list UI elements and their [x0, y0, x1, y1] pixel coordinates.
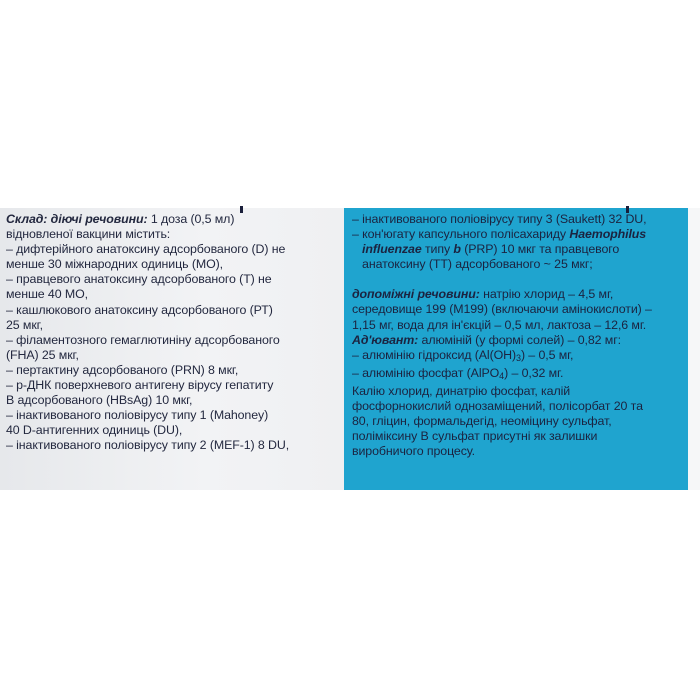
adjuvant-line	[352, 333, 686, 348]
residual-line: 80, гліцин, формальдегід, неоміцину сульфат,	[352, 414, 612, 429]
active-substances-label: діючі речовини:	[50, 212, 148, 226]
composition-line: 40 D-антигенних одиниць (DU),	[6, 423, 183, 438]
type-b-text: b	[453, 242, 461, 257]
residual-line: виробничого процесу.	[352, 444, 476, 459]
subscript: 3	[516, 352, 521, 363]
subscript: 4	[499, 370, 505, 381]
phosphate-text: – алюмінію фосфат (AlPO	[352, 365, 500, 380]
composition-line: менше 30 міжнародних одиниць (МО),	[6, 257, 223, 272]
composition-line: відновленої вакцини містить:	[6, 227, 171, 242]
conjugate-text: – кон'югату капсульного полісахариду	[352, 227, 570, 242]
excipients-text: натрію хлорид – 4,5 мг,	[479, 287, 614, 302]
anatoxin-text: анатоксину (ТТ) адсорбованого ~ 25 мкг;	[362, 257, 593, 272]
residual-line: поліміксину В сульфат присутні як залишки	[352, 429, 598, 444]
residual-line: Калію хлорид, динатрію фосфат, калій	[352, 383, 571, 398]
panel-edge	[688, 208, 700, 490]
composition-intro	[6, 212, 342, 227]
adjuvant-label: Ад'ювант:	[352, 332, 419, 347]
composition-line: 25 мкг,	[6, 317, 43, 332]
composition-left-column	[6, 212, 342, 454]
composition-line: – пертактину адсорбованого (PRN) 8 мкг,	[6, 362, 239, 377]
anatoxin-line	[352, 257, 686, 272]
conjugate-line	[352, 227, 686, 242]
composition-line: – кашлюкового анатоксину адсорбованого (РТ)	[6, 302, 273, 317]
residual-line: фосфорнокислий однозаміщений, полісорбат 20 та	[352, 399, 643, 414]
type-text: типу	[421, 242, 454, 257]
influenzae-text: influenzae	[362, 242, 422, 257]
composition-line: – р-ДНК поверхневого антигену вірусу гепатиту	[6, 378, 274, 393]
hydroxide-text: – алюмінію гідроксид (Al(OH)	[352, 347, 517, 362]
excipients-line	[352, 287, 686, 302]
prp-text: (PRP) 10 мкг та правцевого	[460, 242, 620, 257]
composition-label: Склад:	[6, 212, 48, 226]
composition-line: – інактивованого поліовірусу типу 2 (MEF-1) 8 DU,	[6, 438, 290, 453]
haemophilus-text: Haemophilus	[569, 227, 647, 242]
composition-line: – інактивованого поліовірусу типу 1 (Mahoney)	[6, 408, 269, 423]
composition-line: В адсорбованого (HBsAg) 10 мкг,	[6, 393, 193, 408]
aluminium-phosphate-line	[352, 366, 686, 384]
composition-line: – філаментозного гемаглютиніну адсорбованого	[6, 332, 280, 347]
excipients-line: середовище 199 (М199) (включаючи амінокислоти) –	[352, 302, 652, 317]
influenzae-line	[352, 242, 686, 257]
poliovirus-type3-line: – інактивованого поліовірусу типу 3 (Saukett) 32 DU,	[352, 212, 647, 226]
aluminium-hydroxide-line	[352, 348, 686, 366]
excipients-line: 1,15 мг, вода для ін'єкцій – 0,5 мл, лактоза – 12,6 мг.	[352, 317, 647, 332]
composition-right-column	[352, 212, 686, 459]
composition-line: – правцевого анатоксину адсорбованого (Т) не	[6, 272, 272, 287]
spacer	[352, 272, 686, 287]
excipients-label: допоміжні речовини:	[352, 287, 480, 302]
dose-text: 1 доза (0,5 мл)	[147, 212, 235, 226]
hydroxide-amount: ) – 0,5 мг,	[520, 347, 574, 362]
adjuvant-text: алюміній (у формі солей) – 0,82 мг:	[418, 332, 621, 347]
composition-line: (FHA) 25 мкг,	[6, 347, 79, 362]
phosphate-amount: ) – 0,32 мг.	[504, 365, 564, 380]
composition-line: менше 40 МО,	[6, 287, 88, 302]
composition-line: – дифтерійного анатоксину адсорбованого (D) не	[6, 242, 286, 257]
